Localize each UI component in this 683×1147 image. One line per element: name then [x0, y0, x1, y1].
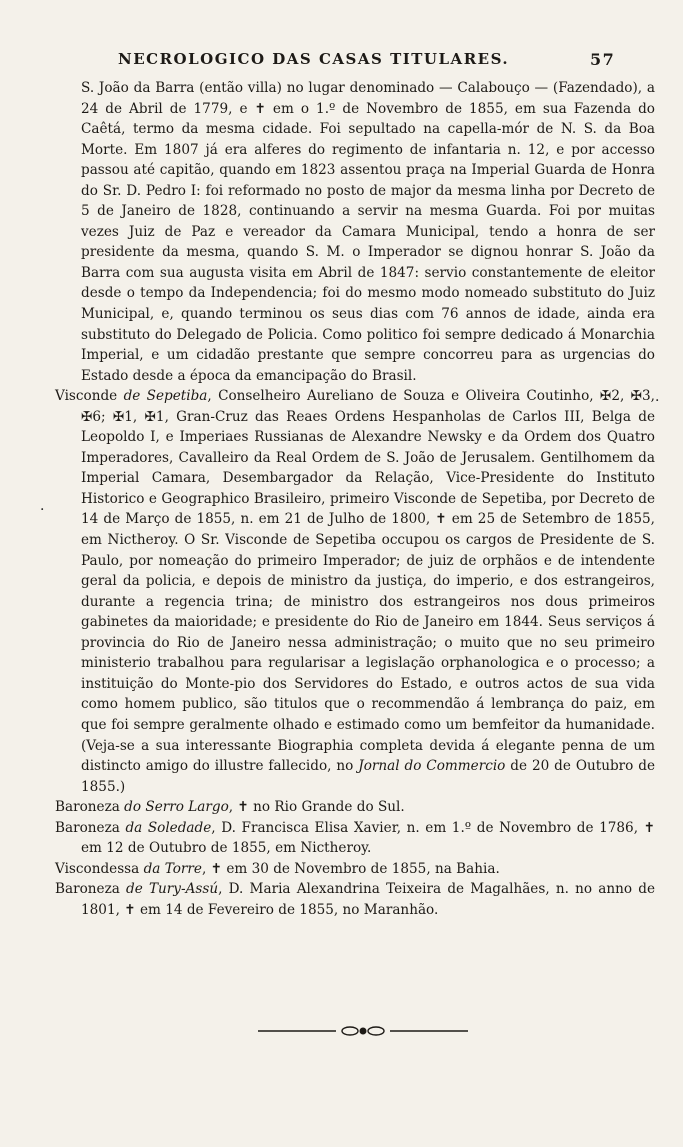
- margin-mark: ·: [40, 502, 45, 518]
- entry-title-place: de Tury-Assú: [126, 881, 219, 898]
- entry-body: , ✝ em 30 de Novembro de 1855, na Bahia.: [201, 860, 500, 877]
- entry-baroneza-soledade: [55, 818, 655, 859]
- newspaper-title: Jornal do Commercio: [358, 758, 506, 775]
- entry-title-prefix: Viscondessa: [55, 860, 144, 877]
- entry-visconde-sepetiba: [55, 386, 655, 797]
- entry-title-prefix: Baroneza: [55, 799, 125, 816]
- entry-title-place: da Soledade: [125, 819, 212, 836]
- entry-title-place: da Torre: [143, 860, 202, 877]
- margin-mark: ·: [655, 393, 660, 409]
- entry-body: , D. Maria Alexandrina Teixeira de Magalhães, n. no anno de 1801, ✝ em 14 de Fevereiro de 1855, no Maranhão.: [81, 881, 655, 918]
- entry-title-place: de Sepetiba: [123, 388, 208, 405]
- text-block: [55, 78, 655, 920]
- entry-baroneza-tury-assu: [55, 879, 655, 920]
- page-number: 57: [590, 50, 616, 69]
- entry-body-end: de 20 de Outubro de 1855.): [81, 758, 656, 795]
- continued-entry-text: S. João da Barra (então villa) no lugar denominado — Calabouço — (Fazendado), a 24 de Abril de 1779, e ✝ em o 1.º de Novembro de 1855, em sua Fazenda do Caêtá, termo da mesma cidade. Foi sepultado na capella-mór de N. S. da Boa Morte. Em 1807 já era alferes do regimento de infantaria n. 12, e por accesso passou até capitão, quando em 1823 assentou praça na Imperial Guarda de Honra do Sr. D. Pedro I: foi reformado no posto de major da mesma linha por Decreto de 5 de Janeiro de 1828, continuando a servir na mesma Guarda. Foi por muitas vezes Juiz de Paz e vereador da Camara Municipal, tendo a honra de ser presidente da mesma, quando S. M. o Imperador se dignou honrar S. João da Barra com sua augusta visita em Abril de 1847: servio constantemente de eleitor desde o tempo da Independencia; foi do mesmo modo nomeado substituto do Juiz Municipal, e, quando terminou os seus dias com 76 annos de idade, ainda era substituto do Delegado de Policia. Como politico foi sempre dedicado á Monarchia Imperial, e um cidadão prestante que sempre concorreu para as urgencias do Estado desde a época da emancipação do Brasil.: [81, 80, 655, 384]
- entry-body: , Conselheiro Aureliano de Souza e Oliveira Coutinho, ✠2, ✠3, ✠6; ✠1, ✠1, Gran-Cruz das Reaes Ordens Hespanholas de Carlos III, Belga de Leopoldo I, e Imperiaes Russianas de Alexandre Newsky e da Ordem dos Quatro Imperadores, Cavalleiro da Real Ordem de S. João de Jerusalem. Gentilhomem da Imperial Camara, Desembargador da Relação, Vice-Presidente do Instituto Historico e Geographico Brasileiro, primeiro Visconde de Sepetiba, por Decreto de 14 de Março de 1855, n. em 21 de Julho de 1800, ✝ em 25 de Setembro de 1855, em Nictheroy. O Sr. Visconde de Sepetiba occupou os cargos de Presidente de S. Paulo, por nomeação do primeiro Imperador; de juiz de orphãos e de intendente geral da policia, e depois de ministro da justiça, do imperio, e dos estrangeiros, durante a regencia trina; de ministro dos estrangeiros nos dous primeiros gabinetes da maioridade; e presidente do Rio de Janeiro em 1844. Seus serviços á provincia do Rio de Janeiro nessa administração; o muito que no seu primeiro ministerio trabalhou para regularisar a legislação orphanologica e o processo; a instituição do Monte-pio dos Servidores do Estado, e outros actos de sua vida como homem publico, são titulos que o recommendão á lembrança do paiz, em que foi sempre geralmente olhado e estimado como um bemfeitor da humanidade. (Veja-se a sua interessante Biographia completa devida á elegante penna de um distincto amigo do illustre fallecido, no: [81, 388, 655, 775]
- running-title: NECROLOGICO DAS CASAS TITULARES.: [118, 50, 510, 68]
- entry-title-prefix: Baroneza: [55, 881, 127, 898]
- ornamental-rule: [258, 1024, 468, 1038]
- running-header: [0, 50, 683, 70]
- entry-baroneza-serro-largo: [55, 797, 655, 818]
- entry-title-place: do Serro Largo: [124, 799, 229, 816]
- entry-title-prefix: Baroneza: [55, 819, 126, 836]
- entry-viscondessa-torre: [55, 859, 655, 880]
- entry-title-prefix: Visconde: [55, 388, 124, 405]
- entry-body: , ✝ no Rio Grande do Sul.: [228, 799, 405, 816]
- entry-body: , D. Francisca Elisa Xavier, n. em 1.º de Novembro de 1786, ✝ em 12 de Outubro de 1855, em Nictheroy.: [81, 819, 655, 857]
